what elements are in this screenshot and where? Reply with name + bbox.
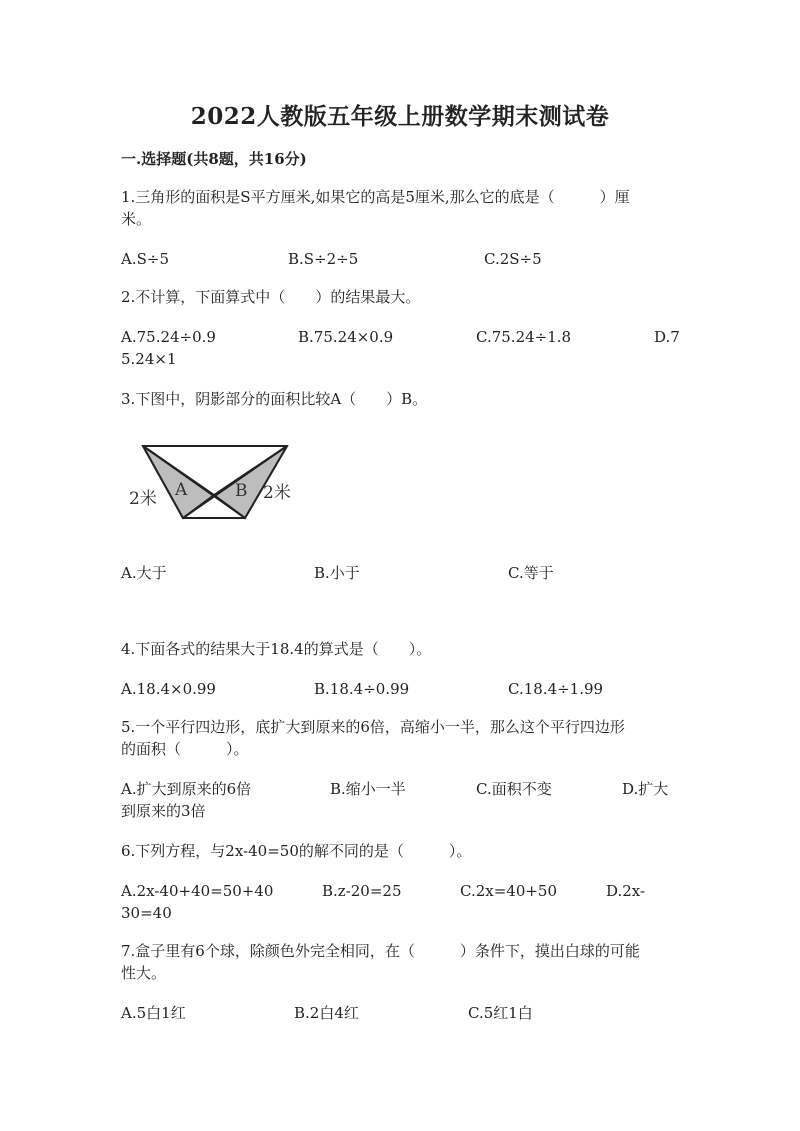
q6-option-a: A.2x-40+40=50+40 bbox=[121, 882, 274, 900]
question-5-stem bbox=[121, 716, 681, 760]
question-3-stem: 3.下图中，阴影部分的面积比较A（ ）B。 bbox=[121, 390, 428, 408]
trapezoid-figure bbox=[127, 440, 307, 526]
q1-option-a: A.S÷5 bbox=[121, 250, 169, 268]
q2-option-a: A.75.24÷0.9 bbox=[121, 328, 216, 346]
q2-option-d: D.7 bbox=[654, 328, 680, 346]
q6-option-c: C.2x=40+50 bbox=[460, 882, 558, 900]
label-a: A bbox=[175, 480, 188, 500]
q4-option-a: A.18.4×0.99 bbox=[121, 680, 216, 698]
label-b: B bbox=[235, 481, 248, 501]
q6-option-d: D.2x- bbox=[606, 882, 646, 900]
q7-option-b: B.2白4红 bbox=[294, 1004, 359, 1022]
question-5-line-1: 5.一个平行四边形，底扩大到原来的6倍，高缩小一半，那么这个平行四边形 bbox=[121, 718, 625, 736]
q2-option-c: C.75.24÷1.8 bbox=[476, 328, 572, 346]
question-2-stem: 2.不计算，下面算式中（ ）的结果最大。 bbox=[121, 288, 421, 306]
question-4-stem: 4.下面各式的结果大于18.4的算式是（ ）。 bbox=[121, 640, 432, 658]
q7-option-c: C.5红1白 bbox=[468, 1004, 533, 1022]
q1-option-c: C.2S÷5 bbox=[484, 250, 542, 268]
question-7-line-2: 性大。 bbox=[121, 964, 167, 982]
q2-option-b: B.75.24×0.9 bbox=[298, 328, 394, 346]
right-dimension-label: 2米 bbox=[263, 483, 291, 503]
left-dimension-label: 2米 bbox=[129, 489, 157, 509]
question-1-line-2: 米。 bbox=[121, 210, 152, 228]
q5-option-d: D.扩大 bbox=[622, 780, 669, 798]
section-heading: 一.选择题(共8题，共16分) bbox=[121, 150, 307, 168]
q3-option-a: A.大于 bbox=[121, 564, 167, 582]
q3-option-c: C.等于 bbox=[508, 564, 554, 582]
q5-option-b: B.缩小一半 bbox=[330, 780, 406, 798]
q7-option-a: A.5白1红 bbox=[121, 1004, 186, 1022]
question-7-line-1: 7.盒子里有6个球，除颜色外完全相同，在（ ）条件下，摸出白球的可能 bbox=[121, 942, 640, 960]
q6-option-d-wrap: 30=40 bbox=[121, 904, 172, 922]
q5-option-a: A.扩大到原来的6倍 bbox=[121, 780, 252, 798]
question-5-line-2: 的面积（ ）。 bbox=[121, 740, 249, 758]
question-7-stem bbox=[121, 940, 681, 984]
question-1-stem bbox=[121, 186, 681, 230]
q5-option-d-wrap: 到原来的3倍 bbox=[121, 802, 206, 820]
shaded-triangle-b bbox=[214, 446, 287, 518]
q1-option-b: B.S÷2÷5 bbox=[288, 250, 359, 268]
q5-option-c: C.面积不变 bbox=[476, 780, 552, 798]
page-title: 2022人教版五年级上册数学期末测试卷 bbox=[190, 103, 610, 130]
q3-option-b: B.小于 bbox=[314, 564, 360, 582]
question-1-line-1: 1.三角形的面积是S平方厘米,如果它的高是5厘米,那么它的底是（ ）厘 bbox=[121, 188, 630, 206]
q4-option-b: B.18.4÷0.99 bbox=[314, 680, 410, 698]
q6-option-b: B.z-20=25 bbox=[322, 882, 402, 900]
q2-option-d-wrap: 5.24×1 bbox=[121, 350, 177, 368]
question-6-stem: 6.下列方程，与2x-40=50的解不同的是（ ）。 bbox=[121, 842, 472, 860]
q4-option-c: C.18.4÷1.99 bbox=[508, 680, 604, 698]
